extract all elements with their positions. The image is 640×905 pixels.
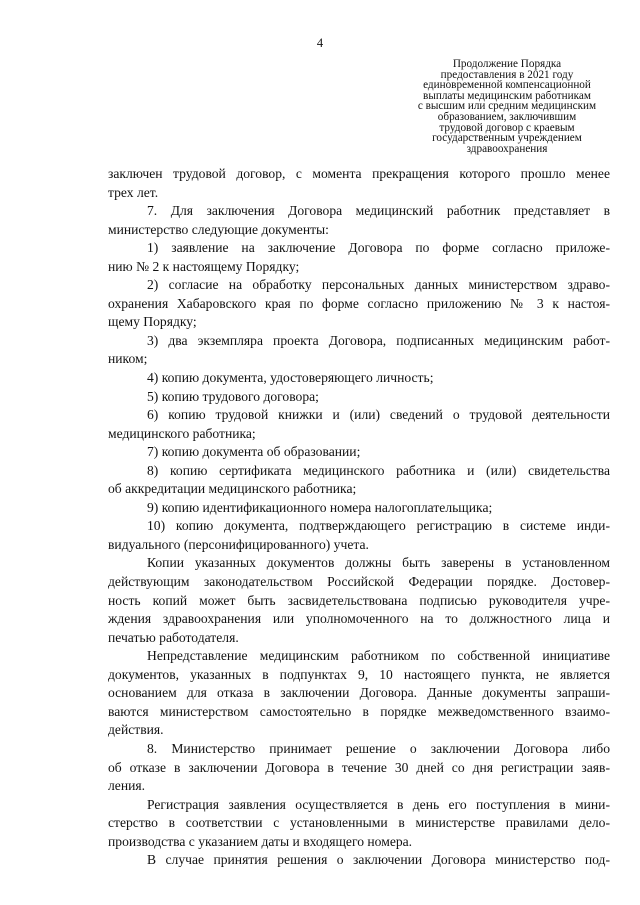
- text-line: 5) копию трудового договора;: [147, 388, 319, 404]
- text-line: Регистрация заявления осуществляется в день его поступления в мини-: [147, 796, 610, 812]
- header-line: Продолжение Порядка: [452, 58, 562, 70]
- text-line: документов, указанных в подпунктах 9, 10 настоящего пункта, не является: [108, 666, 610, 682]
- header-line: предоставления в 2021 году: [440, 68, 574, 81]
- text-line: 8. Министерство принимает решение о заключении Договора либо: [147, 740, 610, 756]
- text-line: ность копий может быть засвидетельствована подписью руководителя учре-: [108, 592, 610, 608]
- text-line: В случае принятия решения о заключении Договора министерство под-: [147, 852, 610, 868]
- text-line: 4) копию документа, удостоверяющего личность;: [147, 370, 434, 386]
- text-line: трех лет.: [108, 184, 159, 200]
- text-line: производства с указанием даты и входящего номера.: [108, 833, 413, 849]
- text-line: действующим законодательством Российской Федерации порядке. Достовер-: [108, 574, 610, 590]
- text-line: об отказе в заключении Договора в течение 30 дней со дня регистрации заяв-: [108, 759, 610, 775]
- text-line: стерство в соответствии с установленными в министерстве правилами дело-: [108, 815, 610, 831]
- text-line: Копии указанных документов должны быть заверены в установленном: [147, 555, 610, 571]
- text-line: ждения здравоохранения или уполномоченного на то должностного лица и: [108, 611, 610, 627]
- text-line: действия.: [108, 722, 164, 738]
- text-line: видуального (персонифицированного) учета.: [108, 536, 369, 552]
- header-line: образованием, заключившим: [437, 110, 577, 123]
- header-line: единовременной компенсационной: [423, 79, 591, 92]
- text-line: охранения Хабаровского края по форме согласно приложению № 3 к настоя-: [108, 295, 610, 311]
- text-line: 2) согласие на обработку персональных данных министерством здраво-: [147, 277, 610, 293]
- text-line: основанием для отказа в заключении Договора. Данные документы запраши-: [108, 685, 610, 701]
- text-line: заключен трудовой договор, с момента прекращения которого прошло менее: [108, 166, 610, 181]
- text-line: ления.: [108, 778, 146, 794]
- text-line: об аккредитации медицинского работника;: [108, 481, 357, 497]
- text-line: 7. Для заключения Договора медицинский работник представляет в: [147, 203, 610, 219]
- text-line: ником;: [108, 351, 148, 367]
- text-line: ваются министерством самостоятельно в порядке межведомственного взаимо-: [108, 703, 610, 719]
- text-line: нию № 2 к настоящему Порядку;: [108, 258, 300, 274]
- text-line: 9) копию идентификационного номера налогоплательщика;: [147, 499, 493, 515]
- text-line: медицинского работника;: [108, 425, 256, 441]
- header-line: выплаты медицинским работникам: [423, 89, 591, 102]
- text-line: 10) копию документа, подтверждающего регистрацию в системе инди-: [147, 518, 610, 534]
- header-line: трудовой договор с краевым: [439, 121, 575, 134]
- text-line: щему Порядку;: [108, 314, 197, 330]
- header-line: здравоохранения: [466, 142, 548, 155]
- text-line: Непредставление медицинским работником по собственной инициативе: [147, 648, 610, 664]
- text-line: 1) заявление на заключение Договора по форме согласно приложе-: [147, 240, 610, 256]
- page-number: 4: [316, 36, 324, 50]
- text-line: 3) два экземпляра проекта Договора, подписанных медицинским работ-: [147, 332, 610, 348]
- appendix-header: [395, 59, 619, 154]
- text-line: 8) копию сертификата медицинского работника и (или) свидетельства: [147, 462, 610, 478]
- text-line: печатью работодателя.: [108, 629, 239, 645]
- body-text: [108, 165, 610, 870]
- header-line: с высшим или средним медицинским: [417, 100, 597, 113]
- text-line: 7) копию документа об образовании;: [147, 444, 361, 460]
- text-line: 6) копию трудовой книжки и (или) сведений о трудовой деятельности: [147, 407, 610, 423]
- header-line: государственным учреждением: [432, 132, 582, 145]
- text-line: министерство следующие документы:: [108, 221, 329, 237]
